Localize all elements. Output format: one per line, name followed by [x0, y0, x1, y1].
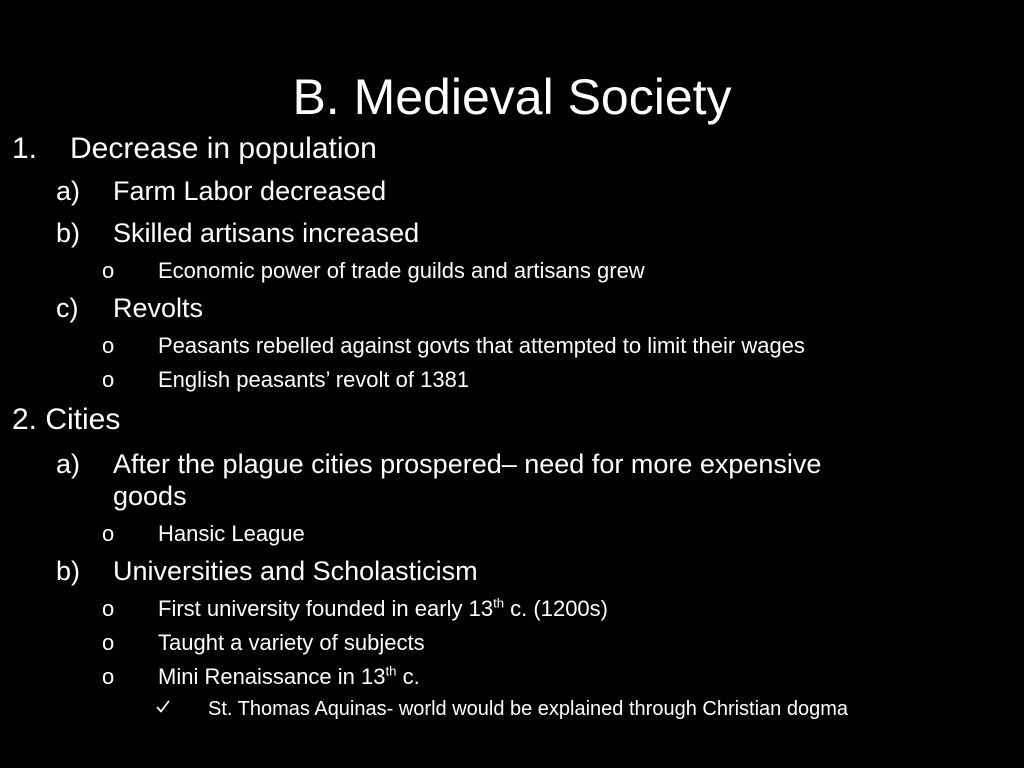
bullet-text: Revolts — [113, 293, 204, 323]
bullet-text: English peasants’ revolt of 1381 — [158, 367, 470, 392]
bullet-text-continuation: goods — [113, 481, 187, 511]
bullet-text: After the plague cities prospered– need for more expensive — [113, 449, 822, 479]
bullet-text: Taught a variety of subjects — [158, 630, 425, 655]
bullet-text: Economic power of trade guilds and artisans grew — [158, 258, 645, 283]
bullet-marker: o — [102, 367, 115, 392]
bullet-text: Farm Labor decreased — [113, 176, 387, 206]
bullet-text: Decrease in population — [70, 132, 377, 165]
bullet-marker: a) — [56, 176, 81, 206]
bullet-marker: c) — [56, 293, 79, 323]
bullet-marker: o — [102, 333, 115, 358]
slide-title: B. Medieval Society — [292, 69, 732, 125]
bullet-marker: a) — [56, 449, 81, 479]
superscript: th — [385, 663, 397, 679]
bullet-marker: o — [102, 258, 115, 283]
bullet-marker: b) — [56, 556, 81, 586]
bullet-text: Peasants rebelled against govts that attempted to limit their wages — [158, 333, 805, 358]
bullet-marker: o — [102, 630, 115, 655]
text-part: Mini Renaissance in 13 — [158, 664, 386, 689]
text-part: c. (1200s) — [504, 596, 608, 621]
bullet-marker: 1. — [12, 132, 38, 165]
bullet-marker: o — [102, 596, 115, 621]
bullet-text: Universities and Scholasticism — [113, 556, 478, 586]
text-part: c. — [396, 664, 420, 689]
bullet-marker: o — [102, 664, 115, 689]
section-heading: 2. Cities — [12, 403, 121, 436]
bullet-text: Hansic League — [158, 521, 305, 546]
bullet-marker: o — [102, 521, 115, 546]
bullet-text — [158, 595, 608, 623]
text-part: First university founded in early 13 — [158, 596, 494, 621]
bullet-text — [158, 663, 420, 691]
bullet-marker: b) — [56, 218, 81, 248]
bullet-text: St. Thomas Aquinas- world would be explained through Christian dogma — [208, 698, 848, 720]
check-icon — [156, 700, 170, 714]
superscript: th — [493, 595, 505, 611]
bullet-text: Skilled artisans increased — [113, 218, 420, 248]
